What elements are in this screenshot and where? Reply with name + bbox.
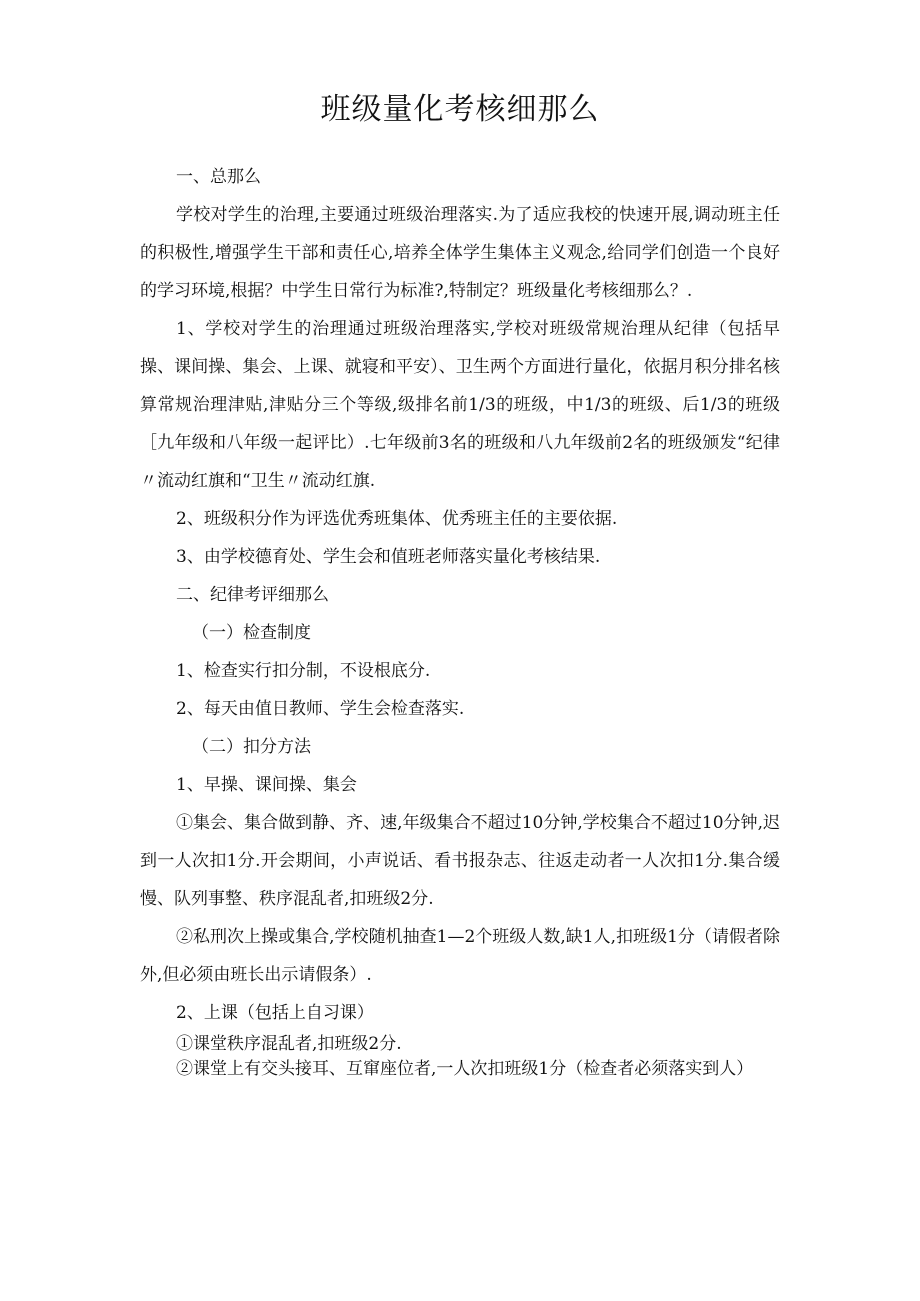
paragraph-deduction-1a: ①集会、集合做到静、齐、速,年级集合不超过10分钟,学校集合不超过10分钟,迟到一人次扣1分.开会期间，小声说话、看书报杂志、往返走动者一人次扣1分.集合缓慢、队列事整、秩序混乱者,扣班级2分.	[140, 813, 780, 909]
paragraph-deduction-2b: ②课堂上有交头接耳、互窜座位者,一人次扣班级1分（检查者必须落实到人）	[176, 1059, 754, 1079]
paragraph-rule-1: 1、学校对学生的治理通过班级治理落实,学校对班级常规治理从纪律（包括早操、课间操、集会、上课、就寝和平安）、卫生两个方面进行量化，依据月积分排名核算常规治理津贴,津贴分三个等级,级排名前1/3的班级，中1/3的班级、后1/3的班级［九年级和八年级一起评比）.七年级前3名的班级和八九年级前2名的班级颁发“纪律〃流动红旗和“卫生〃流动红旗.	[140, 319, 780, 491]
paragraph-deduction-2a: ①课堂秩序混乱者,扣班级2分.	[176, 1034, 402, 1054]
subsection-heading-deduction: （二）扣分方法	[192, 737, 311, 757]
paragraph-rule-2: 2、班级积分作为评选优秀班集体、优秀班主任的主要依据.	[176, 509, 618, 529]
subsection-heading-inspection: （一）检查制度	[192, 623, 311, 643]
paragraph-deduction-1b: ②私刑次上操或集合,学校随机抽查1—2个班级人数,缺1人,扣班级1分（请假者除外,但必须由班长出示请假条）.	[140, 927, 780, 985]
paragraph-deduction-heading-2: 2、上课（包括上自习课）	[176, 1003, 374, 1023]
section-heading-general: 一、总那么	[176, 167, 261, 187]
paragraph-rule-3: 3、由学校德育处、学生会和值班老师落实量化考核结果.	[176, 547, 601, 567]
paragraph-inspection-1: 1、检查实行扣分制，不设根底分.	[176, 661, 431, 681]
document-title: 班级量化考核细那么	[320, 92, 600, 127]
document-body	[140, 158, 780, 1082]
paragraph-intro: 学校对学生的治理,主要通过班级治理落实.为了适应我校的快速开展,调动班主任的积极性,增强学生干部和责任心,培养全体学生集体主义观念,给同学们创造一个良好的学习环境,根据？中学生日常行为标准?,特制定？班级量化考核细那么？.	[140, 205, 780, 301]
paragraph-inspection-2: 2、每天由值日教师、学生会检查落实.	[176, 699, 465, 719]
paragraph-deduction-heading-1: 1、早操、课间操、集会	[176, 775, 357, 795]
section-heading-discipline: 二、纪律考评细那么	[176, 585, 329, 605]
